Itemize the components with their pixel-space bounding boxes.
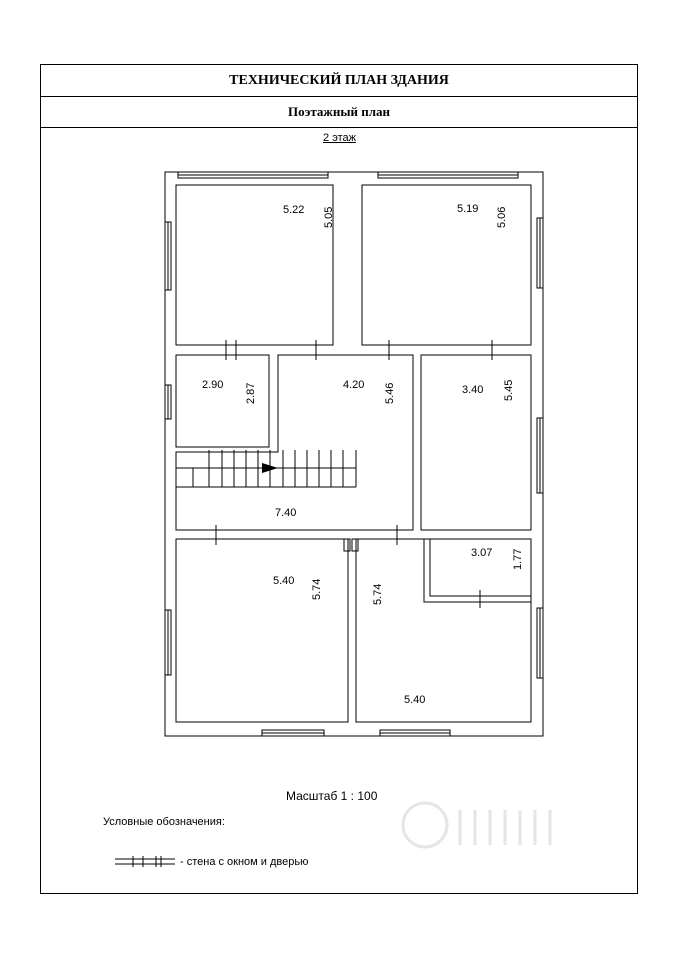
room-height-label: 5.45 [503,379,515,401]
room-width-label: 5.40 [273,575,295,587]
room-width-label: 3.07 [471,547,493,559]
floor-label-text: 2 этаж [323,132,356,144]
watermark-logo [395,790,595,860]
document-subtitle: Поэтажный план [41,96,637,128]
room-width-label: 5.22 [283,204,305,216]
room-height-label: 5.06 [496,206,508,228]
room-outline [176,539,348,722]
room-width-label: 5.40 [404,694,426,706]
room-height-label: 1.77 [512,548,524,570]
room-width-label: 3.40 [462,384,484,396]
room-width-label: 5.19 [457,203,479,215]
legend-title: Условные обозначения: [103,816,225,828]
room-width-label: 7.40 [275,507,297,519]
stairs [176,468,193,487]
legend-item-text: - стена с окном и дверью [180,856,309,868]
room-height-label: 2.87 [245,382,257,404]
room-height-label: 5.46 [384,382,396,404]
room-width-label: 2.90 [202,379,224,391]
scale-label: Масштаб 1 : 100 [286,789,378,803]
room-height-label: 5.05 [323,206,335,228]
room-outline [176,185,333,345]
legend-symbol [115,856,175,867]
room-outline [356,539,531,722]
room-height-label: 5.74 [372,583,384,605]
document-title: ТЕХНИЧЕСКИЙ ПЛАН ЗДАНИЯ [41,65,637,97]
room-width-label: 4.20 [343,379,365,391]
room-height-label: 5.74 [311,578,323,600]
